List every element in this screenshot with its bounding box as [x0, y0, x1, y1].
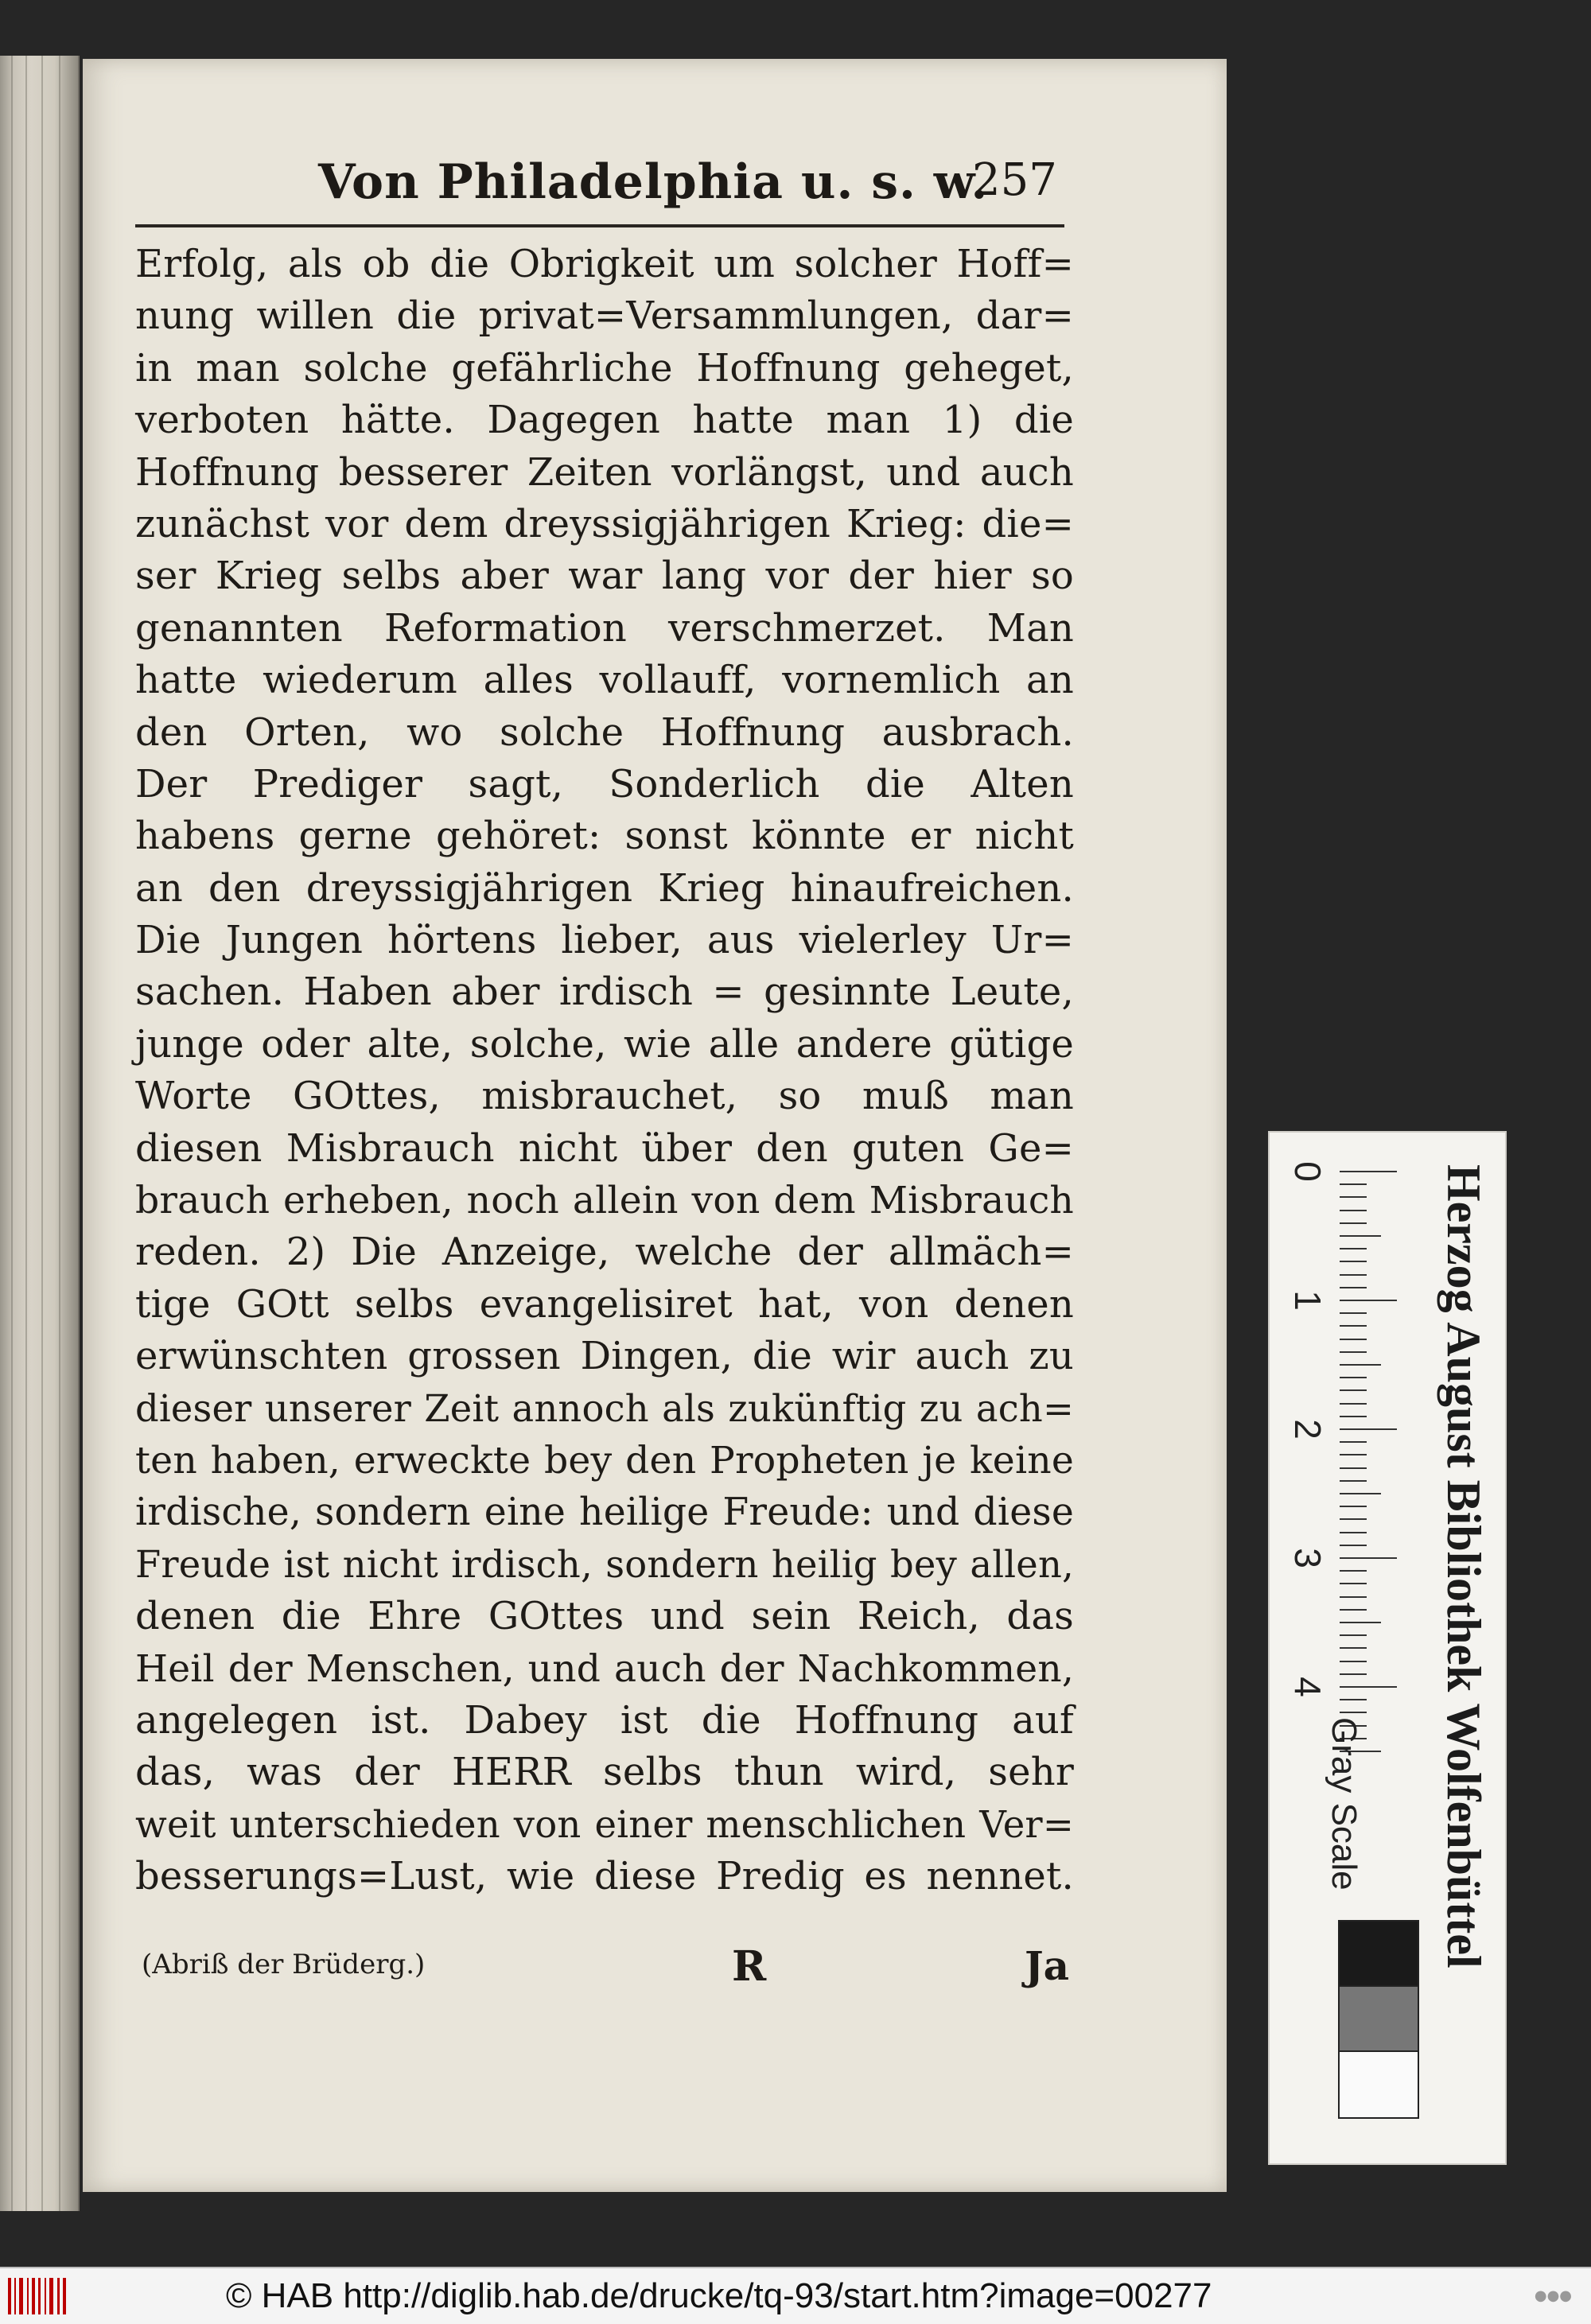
text-line: Der Prediger sagt, Sonderlich die Alten: [135, 761, 1074, 806]
ruler-tick: [1340, 1248, 1367, 1249]
ruler-tick: [1340, 1312, 1367, 1314]
text-line: sachen. Haben aber irdisch = gesinnte Leute,: [135, 970, 1074, 1015]
text-line: Hoffnung besserer Zeiten vorlängst, und auch: [135, 449, 1074, 495]
ruler-tick: [1340, 1196, 1367, 1198]
institution-name: Herzog August Bibliothek Wolfenbüttel: [1437, 1164, 1490, 1968]
barcode-icon: [8, 2278, 67, 2314]
text-line: erwünschten grossen Dingen, die wir auch zu: [135, 1334, 1074, 1379]
swatch-black: [1338, 1920, 1419, 1988]
text-line: irdische, sondern eine heilige Freude: und diese: [135, 1490, 1074, 1535]
ruler-tick: [1340, 1609, 1367, 1611]
text-line: das, was der HERR selbs thun wird, sehr: [135, 1750, 1074, 1795]
body-text: [135, 239, 1074, 1903]
ruler-tick: [1340, 1661, 1367, 1662]
text-line: genannten Reformation verschmerzet. Man: [135, 605, 1074, 651]
text-line: hatte wiederum alles vollauff, vornemlich an: [135, 658, 1074, 703]
ruler-tick: [1340, 1274, 1367, 1276]
ruler-digit: 1: [1287, 1290, 1328, 1311]
text-line: angelegen ist. Dabey ist die Hoffnung auf: [135, 1697, 1074, 1743]
text-line: habens gerne gehöret: sonst könnte er nicht: [135, 814, 1074, 859]
ruler-tick: [1340, 1673, 1367, 1675]
credit-bar: [0, 2267, 1591, 2324]
text-line: Die Jungen hörtens lieber, aus vielerley Ur=: [135, 918, 1074, 963]
ruler-digit: 0: [1287, 1161, 1328, 1182]
text-line: in man solche gefährliche Hoffnung geheget,: [135, 345, 1074, 391]
ruler-tick: [1340, 1583, 1367, 1584]
ruler-tick: [1340, 1467, 1367, 1469]
ruler-tick: [1340, 1183, 1367, 1185]
ruler-tick: [1340, 1480, 1367, 1482]
ruler-tick: [1340, 1634, 1367, 1636]
ruler-tick: [1340, 1454, 1367, 1455]
swatch-white: [1338, 2050, 1419, 2119]
ruler-tick: [1340, 1712, 1367, 1713]
running-head: [239, 100, 1066, 220]
ruler-tick: [1340, 1686, 1397, 1688]
swatch-gray: [1338, 1985, 1419, 2054]
ruler-tick: [1340, 1596, 1367, 1598]
text-line: den Orten, wo solche Hoffnung ausbrach.: [135, 709, 1074, 755]
ruler-tick: [1340, 1518, 1367, 1520]
institution-label: [1426, 1164, 1505, 2151]
text-line: denen die Ehre GOttes und sein Reich, das: [135, 1594, 1074, 1639]
text-line: nung willen die privat=Versammlungen, dar=: [135, 293, 1074, 339]
ruler-digit: 2: [1287, 1419, 1328, 1440]
ruler-tick: [1340, 1339, 1367, 1340]
ruler-tick: [1340, 1532, 1367, 1533]
gray-scale-label: Gray Scale: [1325, 1717, 1363, 1891]
ruler-digit: 3: [1287, 1548, 1328, 1568]
ruler-tick: [1340, 1389, 1367, 1391]
ruler-tick: [1340, 1364, 1381, 1366]
text-line: ser Krieg selbs aber war lang vor der hier so: [135, 554, 1074, 599]
ruler-tick: [1340, 1545, 1367, 1546]
text-line: Worte GOttes, misbrauchet, so muß man: [135, 1074, 1074, 1119]
ruler-tick: [1340, 1493, 1381, 1494]
text-line: tige GOtt selbs evangelisiret hat, von denen: [135, 1281, 1074, 1327]
ruler-tick: [1340, 1300, 1397, 1301]
ruler-tick: [1340, 1351, 1367, 1353]
text-line: besserungs=Lust, wie diese Predig es nennet.: [135, 1854, 1074, 1899]
dots-icon: ●●●: [1534, 2287, 1572, 2304]
ruler-tick: [1340, 1428, 1397, 1430]
ruler-tick: [1340, 1416, 1367, 1417]
header-rule: [135, 224, 1064, 227]
running-title: Von Philadelphia u. s. w.: [318, 154, 989, 210]
ruler-tick: [1340, 1210, 1367, 1211]
text-line: Heil der Menschen, und auch der Nachkommen,: [135, 1646, 1074, 1691]
ruler-tick: [1340, 1403, 1367, 1405]
text-line: zunächst vor dem dreyssigjährigen Krieg: die=: [135, 501, 1074, 546]
signature-title: (Abriß der Brüderg.): [142, 1949, 426, 1980]
ruler-tick: [1340, 1325, 1367, 1327]
ruler-tick: [1340, 1441, 1367, 1443]
text-line: weit unterschieden von einer menschlichen Ver=: [135, 1802, 1074, 1846]
text-line: reden. 2) Die Anzeige, welche der allmäch=: [135, 1230, 1074, 1275]
ruler-tick: [1340, 1377, 1367, 1378]
ruler-tick: [1340, 1699, 1367, 1700]
ruler-tick: [1340, 1506, 1367, 1507]
catchword: Ja: [1024, 1942, 1069, 1989]
ruler-tick: [1340, 1570, 1367, 1572]
ruler-tick: [1340, 1171, 1397, 1172]
ruler-tick: [1340, 1557, 1397, 1559]
page-edges: [0, 56, 80, 2211]
text-line: Freude ist nicht irdisch, sondern heilig bey allen,: [135, 1542, 1074, 1586]
text-line: brauch erheben, noch allein von dem Misbrauch: [135, 1179, 1074, 1223]
text-line: ten haben, erweckte bey den Propheten je keine: [135, 1438, 1074, 1483]
ruler-tick: [1340, 1235, 1381, 1237]
ruler-tick: [1340, 1647, 1367, 1649]
credit-link[interactable]: © HAB http://diglib.hab.de/drucke/tq-93/start.htm?image=00277: [226, 2276, 1212, 2315]
ruler-tick: [1340, 1287, 1367, 1288]
scale-card: [1268, 1131, 1507, 2165]
text-line: Erfolg, als ob die Obrigkeit um solcher Hoff=: [135, 242, 1074, 286]
ruler-tick: [1340, 1222, 1367, 1224]
ruler-tick: [1340, 1261, 1367, 1262]
page-footer: [135, 1942, 1074, 1998]
text-line: junge oder alte, solche, wie alle andere gütige: [135, 1021, 1074, 1067]
ruler-tick: [1340, 1622, 1381, 1623]
text-line: diesen Misbrauch nicht über den guten Ge=: [135, 1125, 1074, 1171]
text-line: dieser unserer Zeit annoch als zukünftig zu ach=: [135, 1386, 1074, 1430]
text-line: verboten hätte. Dagegen hatte man 1) die: [135, 398, 1074, 443]
page-number: 257: [972, 154, 1057, 206]
signature-mark: R: [732, 1942, 767, 1991]
ruler-digit: 4: [1287, 1677, 1328, 1697]
text-line: an den dreyssigjährigen Krieg hinaufreichen.: [135, 865, 1074, 911]
